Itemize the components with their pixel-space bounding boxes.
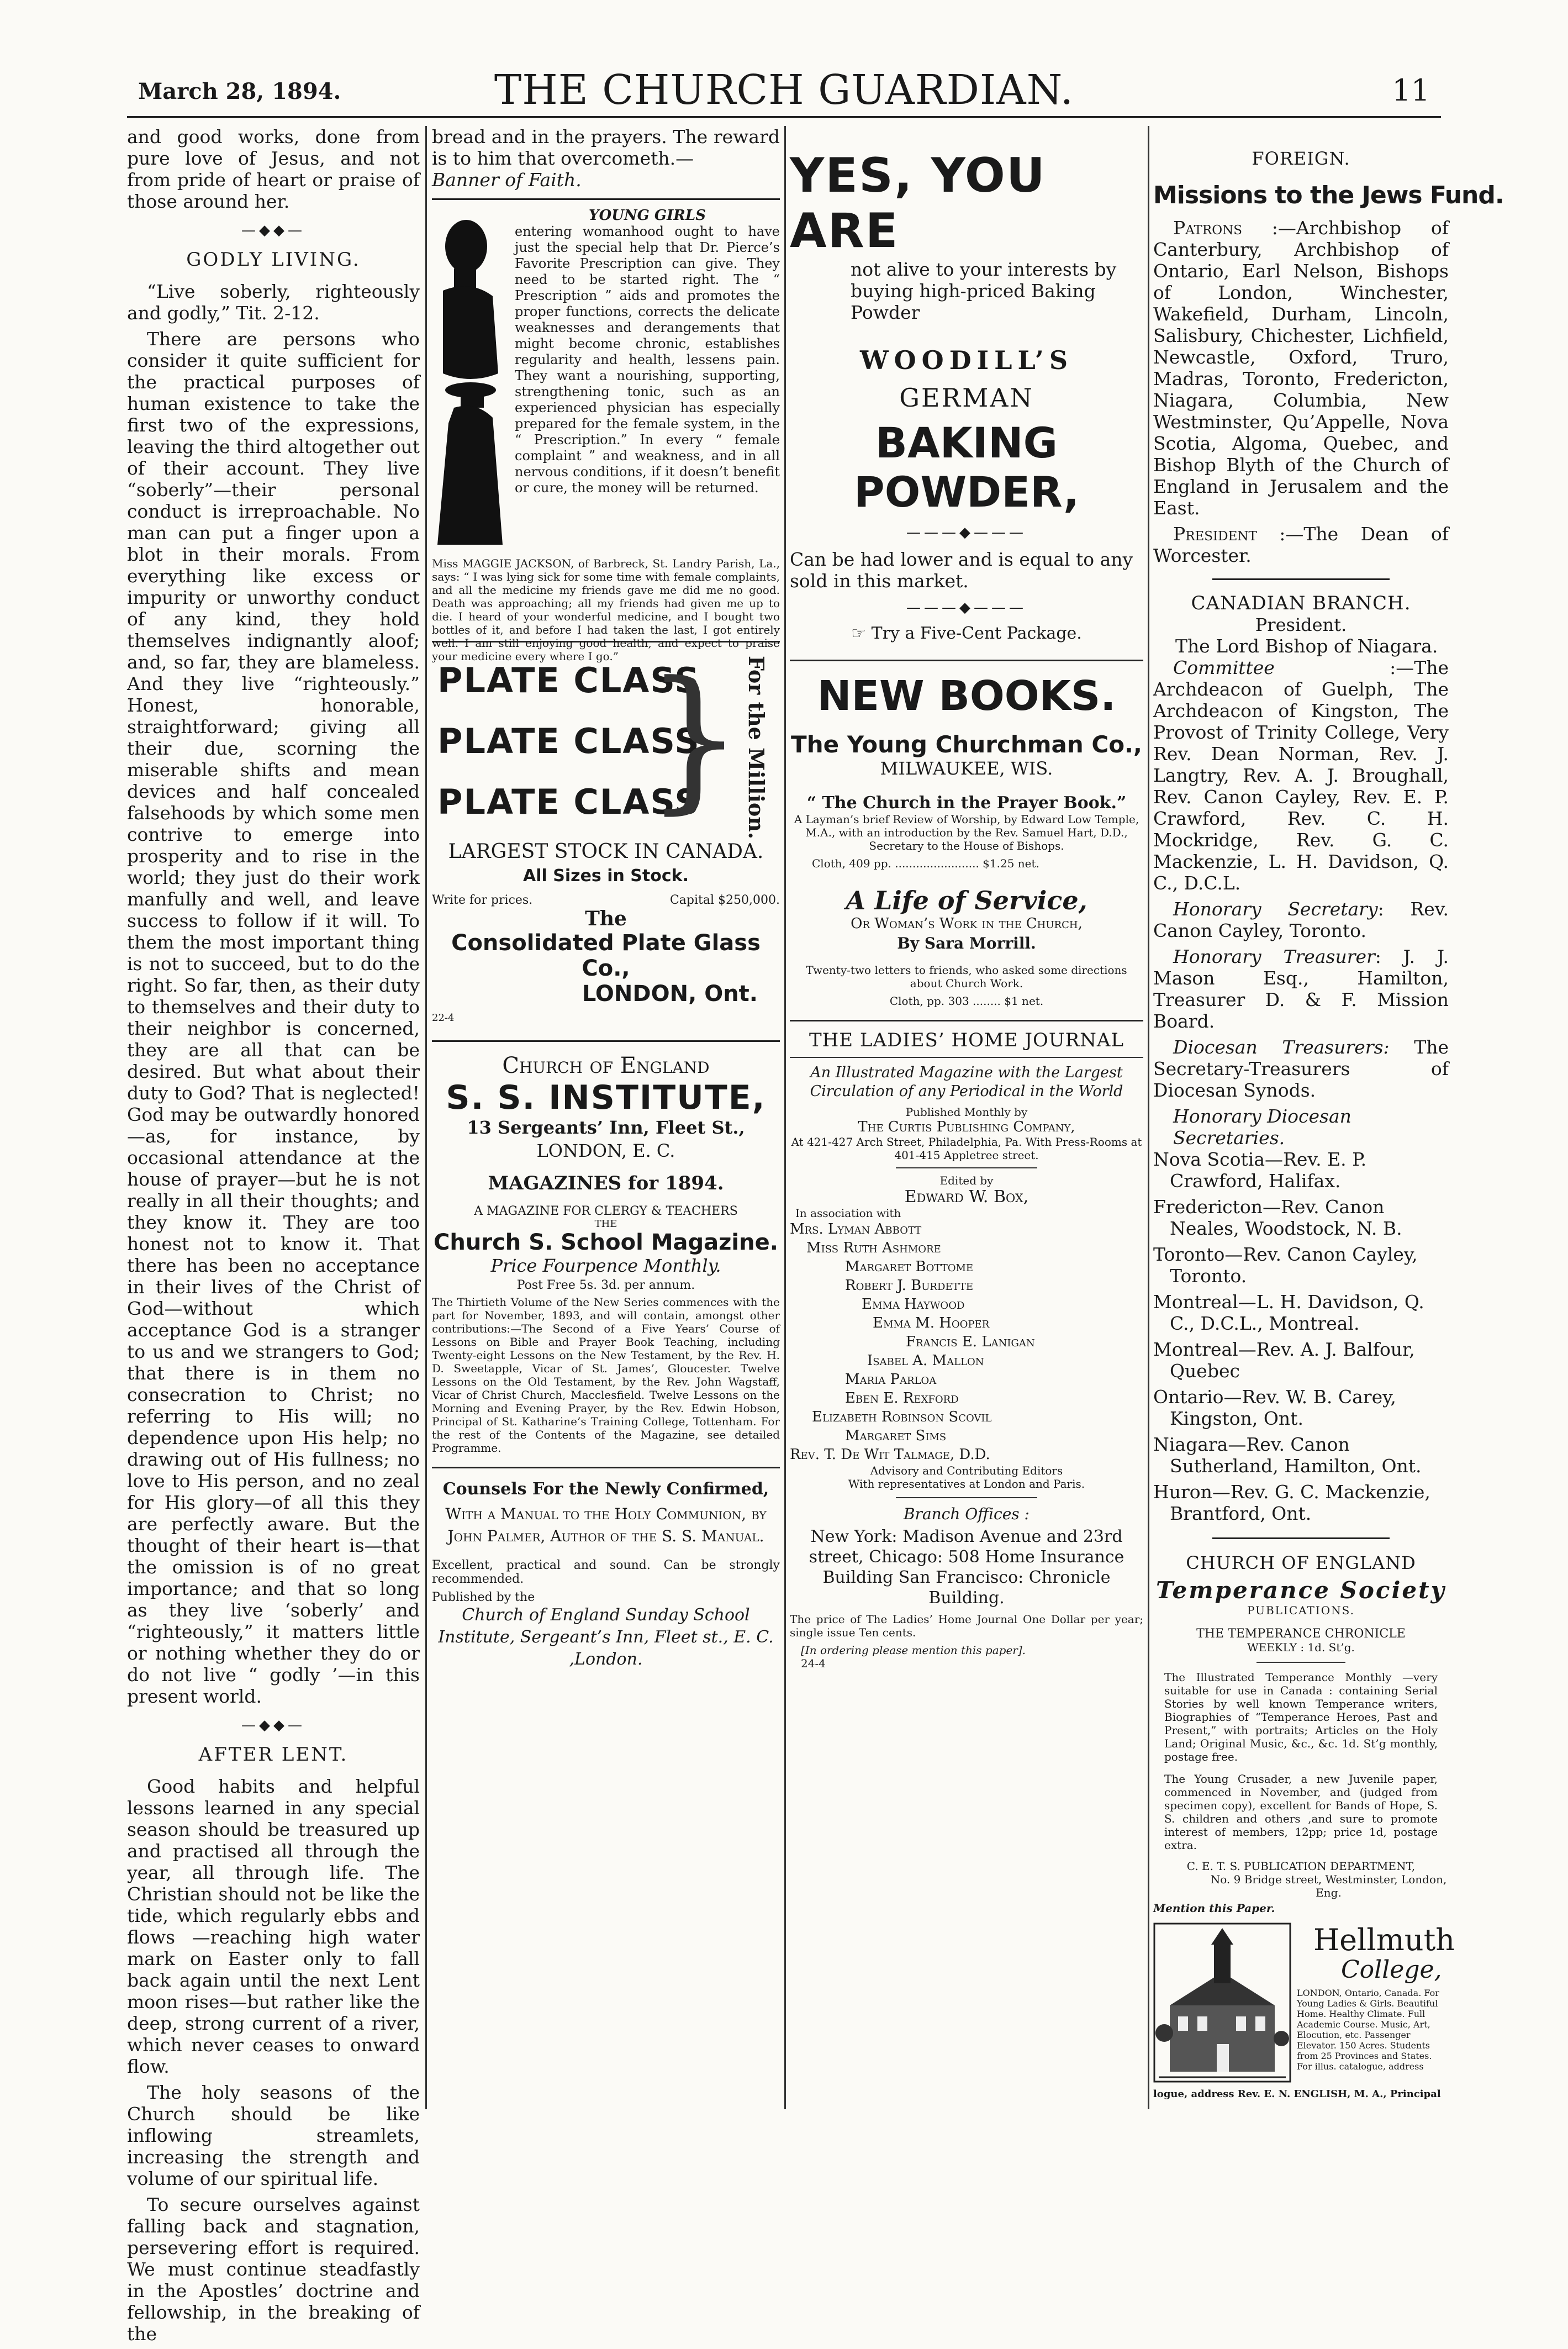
institute-prefix: Church of England — [502, 1053, 710, 1078]
journal-tagline: An Illustrated Magazine with the Largest Circulation of any Periodical in the World — [810, 1064, 1123, 1100]
book-description: Twenty-two letters to friends, who asked some directions about Church Work. — [806, 963, 1127, 990]
epigraph: “Live soberly, righteously and godly,” Tit. 2-12. — [127, 281, 420, 324]
article-paragraph: The holy seasons of the Church should be like inflowing streamlets, increasing the strength and volume of our spiritual life. — [127, 2082, 420, 2189]
hon-treasurer-label: Honorary Treasurer — [1173, 946, 1375, 967]
continued-text: and good works, done from pure love of Jesus, and not from pride of heart or praise of those around her. — [127, 126, 420, 212]
issue-date: March 28, 1894. — [138, 78, 341, 104]
sizes-line: All Sizes in Stock. — [523, 866, 689, 886]
yes-you-are-heading: YES, YOU ARE — [790, 148, 1046, 259]
rule — [1212, 578, 1390, 580]
hon-diocesan-label: Honorary Diocesan Secretaries. — [1173, 1105, 1351, 1149]
ad-heading: YOUNG GIRLS — [589, 207, 706, 224]
counsels-subtitle: With a Manual to the Holy Communion, by John Palmer, Author of the S. S. Manual. — [445, 1505, 767, 1545]
rule — [896, 1167, 1037, 1168]
president-label: President — [1173, 523, 1257, 545]
new-books-heading: NEW BOOKS. — [817, 672, 1116, 720]
ladies-home-journal-title: THE LADIES’ HOME JOURNAL — [809, 1029, 1124, 1051]
rule — [432, 198, 780, 200]
rule — [790, 1057, 1143, 1058]
ad-body: Can be had lower and is equal to any sold in this market. — [790, 549, 1133, 592]
column-4 — [1153, 126, 1504, 2110]
associate-editor: Francis E. Lanigan — [906, 1334, 1035, 1350]
mention-paper: Mention this Paper. — [1153, 1902, 1275, 1915]
hellmuth-college-ad — [1153, 1923, 1455, 2110]
committee-label: Committee — [1173, 657, 1275, 678]
edited-by: Edited by — [939, 1174, 994, 1187]
rule — [790, 1020, 1143, 1021]
associate-editor: Maria Parloa — [845, 1371, 937, 1388]
ad-body: entering womanhood ought to have just the special help that Dr. Pierce’s Favorite Prescription can give. They need to be started right. The “ Prescription ” aids and promotes the proper functions, corrects the delicate weaknesses and derangements that might become chronic, establishes regularity and health, lessens pain. They want a nourishing, supporting, strengthening tonic, such as an experienced physician has especially prepared for the female system, in the “ Prescription.” In every “ female complaint ” and weakness, and in all nervous conditions, if it doesn’t benefit or cure, the money will be returned. — [515, 224, 780, 496]
rule — [896, 1497, 1037, 1498]
published-by: Published by the — [432, 1590, 535, 1604]
ornament-divider: ———◆——— — [906, 524, 1027, 541]
magazine-postage: Post Free 5s. 3d. per annum. — [516, 1278, 695, 1292]
chronicle-title: THE TEMPERANCE CHRONICLE — [1196, 1627, 1406, 1641]
book-author: By Sara Morrill. — [897, 934, 1036, 952]
magazine-price: Price Fourpence Monthly. — [490, 1255, 721, 1276]
baking-powder-heading: BAKING POWDER, — [854, 418, 1079, 517]
representatives: With representatives at London and Paris. — [848, 1477, 1085, 1490]
institute-city: LONDON, E. C. — [536, 1140, 675, 1161]
masthead — [127, 62, 1441, 120]
book-title: “ The Church in the Prayer Book.” — [806, 793, 1127, 813]
hon-secretary-label: Honorary Secretary — [1173, 898, 1378, 920]
in-association: In association with — [795, 1207, 901, 1220]
publisher-city: MILWAUKEE, WIS. — [880, 758, 1053, 779]
journal-price: The price of The Ladies’ Home Journal One Dollar per year; single issue Ten cents. — [790, 1613, 1143, 1639]
college-principal: logue, address Rev. E. N. ENGLISH, M. A., Principal — [1153, 2088, 1441, 2100]
rule — [432, 1040, 780, 1042]
book-title: A Life of Service, — [846, 886, 1087, 915]
branch-offices: New York: Madison Avenue and 23rd street, Chicago: 508 Home Insurance Building San Francisco: Chronicle Building. — [809, 1527, 1124, 1608]
publications-label: PUBLICATIONS. — [1247, 1604, 1355, 1617]
rule — [1212, 1537, 1390, 1539]
diocese-item: Montreal—Rev. A. J. Balfour, Quebec — [1153, 1339, 1415, 1382]
patrons-label: Patrons — [1173, 217, 1242, 239]
magazine-title: Church S. School Magazine. — [434, 1230, 778, 1255]
president-label: President. — [1255, 614, 1347, 635]
associate-editor: Margaret Bottome — [845, 1258, 974, 1275]
ornament-divider: —◆◆— — [241, 222, 305, 239]
column-2 — [432, 126, 780, 1671]
committee: :—The Archdeacon of Guelph, The Archdeacon of Kingston, The Provost of Trinity College, Very Rev. Dean Norman, Rev. J. Langtry, Rev. A. J. Broughall, Rev. Canon Cayley, Rev. E. P. Crawford, Rev. C. H. Mockridge, Rev. G. C. Mackenzie, L. H. Davidson, Q. C., D.C.L. — [1153, 657, 1449, 894]
diocese-item: Niagara—Rev. Canon Sutherland, Hamilton, Ont. — [1153, 1434, 1422, 1477]
curtis-address: At 421-427 Arch Street, Philadelphia, Pa. With Press-Rooms at 401-415 Appletree street. — [791, 1135, 1142, 1162]
rule — [432, 1467, 780, 1468]
college-building-illustration — [1153, 1923, 1291, 2083]
german-label: GERMAN — [899, 383, 1034, 413]
book-subtitle: Or Woman’s Work in the Church, — [851, 915, 1083, 932]
try-package: ☞ Try a Five-Cent Package. — [851, 624, 1082, 643]
column-rule — [1148, 126, 1149, 2109]
column-rule — [784, 126, 786, 2109]
diocese-item: Nova Scotia—Rev. E. P. Crawford, Halifax. — [1153, 1149, 1367, 1192]
rule — [1256, 1662, 1345, 1663]
associate-editor: Miss Ruth Ashmore — [806, 1240, 941, 1256]
magazine-audience: A MAGAZINE FOR CLERGY & TEACHERS — [474, 1204, 738, 1218]
ad-code: 22-4 — [432, 1012, 455, 1024]
associate-editors-list — [790, 1220, 1143, 1464]
woodills-brand: WOODILL’S — [859, 345, 1074, 375]
column-3 — [790, 126, 1143, 1670]
monthly-description: The Illustrated Temperance Monthly —very suitable for use in Canada : containing Serial Stories by well known Temperance writers, Biographies of “Temperance Heroes, Past and Present,” with portraits; Articles on the Holy Land; Original Music, &c., &c. 1d. St’g monthly, postage free. — [1164, 1671, 1438, 1763]
source-credit: Banner of Faith. — [432, 169, 582, 191]
cets-address: No. 9 Bridge street, Westminster, London, Eng. — [1210, 1873, 1447, 1899]
associate-editor: Rev. T. De Wit Talmage, D.D. — [790, 1446, 990, 1463]
lord-bishop: The Lord Bishop of Niagara. — [1175, 635, 1438, 657]
plate-glass-line: PLATE CLASS — [437, 721, 700, 761]
counsels-title: Counsels For the Newly Confirmed, — [442, 1479, 769, 1499]
counsels-praise: Excellent, practical and sound. Can be strongly recommended. — [432, 1558, 780, 1586]
associate-editor: Isabel A. Mallon — [867, 1352, 984, 1369]
plate-glass-line: PLATE CLASS — [437, 782, 700, 822]
magazines-heading: MAGAZINES for 1894. — [488, 1172, 724, 1194]
published-monthly: Published Monthly by — [905, 1105, 1028, 1119]
brace-glyph: } — [645, 649, 743, 829]
masthead-rule — [127, 116, 1441, 118]
diocese-item: Huron—Rev. G. C. Mackenzie, Brantford, Ont. — [1153, 1481, 1430, 1524]
book-price: Cloth, pp. 303 ........ $1 net. — [889, 994, 1044, 1008]
the-label: THE — [594, 1218, 617, 1230]
branch-offices-heading: Branch Offices : — [903, 1505, 1030, 1523]
pierce-prescription-ad — [432, 207, 780, 663]
company-city: LONDON, Ont. — [582, 981, 758, 1007]
magazine-description: The Thirtieth Volume of the New Series commences with the part for November, 1893, and will contain, amongst other contributions:—The Second of a Five Years’ Course of Lessons on Bible and Prayer Book Teaching, including Twenty-eight Lessons on the New Testament, by the Rev. H. D. Sweetapple, Vicar of St. James’, Gloucester. Twelve Lessons on the Old Testament, by the Rev. John Wagstaff, Vicar of Christ Church, Macclesfield. Twelve Lessons on the Morning and Evening Prayer, by the Rev. Edwin Hobson, Principal of St. Katharine’s Training College, Tottenham. For the rest of the Contents of the Magazine, see detailed Programme. — [432, 1295, 780, 1455]
page-number: 11 — [1392, 73, 1430, 108]
ornament-divider: —◆◆— — [241, 1717, 305, 1734]
column-1 — [127, 126, 420, 2349]
stock-line: LARGEST STOCK IN CANADA. — [448, 840, 764, 863]
coe-heading: CHURCH OF ENGLAND — [1186, 1552, 1416, 1573]
rule — [790, 660, 1143, 661]
college-description: LONDON, Ontario, Canada. For Young Ladies & Girls. Beautiful Home. Healthy Climate. Full Academic Course. Music, Art, Elocution, etc. Passenger Elevator. 150 Acres. Students from 25 Provinces and States. For illus. catalogue, address — [1297, 1988, 1439, 2072]
crusader-description: The Young Crusader, a new Juvenile paper, commenced in November, and (judged from specimen copy), excellent for Bands of Hope, S. S. children and others ,and sure to promote interest of members, 12pp; price 1d, postage extra. — [1164, 1772, 1438, 1852]
associate-editor: Eben E. Rexford — [845, 1390, 959, 1407]
hon-treasurer: : J. J. Mason Esq., Hamilton, Treasurer D. & F. Mission Board. — [1153, 946, 1449, 1032]
diocese-item: Fredericton—Rev. Canon Neales, Woodstock, N. B. — [1153, 1196, 1402, 1239]
publisher-name: The Young Churchman Co., — [791, 731, 1142, 758]
chronicle-price: WEEKLY : 1d. St’g. — [1247, 1641, 1355, 1654]
college-name: Hellmuth — [1313, 1923, 1455, 1957]
patrons-text — [1153, 217, 1449, 519]
college-word: College, — [1341, 1956, 1442, 1984]
article-paragraph: To secure ourselves against falling back and stagnation, persevering effort is required. We must continue steadfastly in the Apostles’ doctrine and fellowship, in the breaking of the — [127, 2194, 420, 2345]
diocese-list — [1153, 1149, 1449, 1524]
institute-name: S. S. INSTITUTE, — [446, 1078, 766, 1117]
associate-editor: Mrs. Lyman Abbott — [790, 1221, 922, 1237]
foreign-heading: FOREIGN. — [1252, 148, 1350, 169]
canadian-branch-heading: CANADIAN BRANCH. — [1191, 592, 1411, 614]
associate-editor: Robert J. Burdette — [845, 1277, 974, 1294]
company-name: Consolidated Plate Glass Co., — [451, 930, 761, 981]
continued-text: bread and in the prayers. The reward is to him that overcometh.— — [432, 126, 780, 169]
missions-heading: Missions to the Jews Fund. — [1153, 181, 1504, 209]
plate-glass-ad — [432, 649, 780, 840]
write-for-prices: Write for prices. — [432, 893, 533, 907]
woman-silhouette-illustration — [432, 213, 509, 545]
diocesan-treasurers: The Secretary-Treasurers of Diocesan Synods. — [1153, 1036, 1449, 1101]
advisory-editors: Advisory and Contributing Editors — [870, 1464, 1063, 1477]
hon-secretary: : Rev. Canon Cayley, Toronto. — [1153, 898, 1449, 941]
curtis-company: The Curtis Publishing Company, — [858, 1119, 1075, 1135]
diocese-item: Toronto—Rev. Canon Cayley, Toronto. — [1153, 1244, 1418, 1287]
president: :—The Dean of Worcester. — [1153, 523, 1449, 566]
ornament-divider: ———◆——— — [906, 599, 1027, 616]
article-title-after-lent: AFTER LENT. — [198, 1744, 349, 1766]
for-the-million: For the Million. — [744, 656, 769, 840]
associate-editor: Elizabeth Robinson Scovil — [812, 1409, 992, 1425]
column-rule — [425, 126, 427, 2109]
newspaper-title: THE CHURCH GUARDIAN. — [494, 66, 1074, 114]
price-row — [432, 893, 780, 907]
article-paragraph: Good habits and helpful lessons learned in any special season should be treasured up and practised all through the year, all through life. The Christian should not be like the tide, which regularly ebbs and flows —reaching high water mark on Easter only to fall back again until the next Lent moon rises—but rather like the deep, strong current of a river, which never ceases to onward flow. — [127, 1776, 420, 2077]
ad-body: not alive to your interests by buying high-priced Baking Powder — [851, 259, 1117, 323]
diocesan-treasurers-label: Diocesan Treasurers: — [1173, 1036, 1390, 1058]
cets-department: C. E. T. S. PUBLICATION DEPARTMENT, — [1186, 1860, 1416, 1873]
institute-address: 13 Sergeants’ Inn, Fleet St., — [467, 1117, 745, 1138]
associate-editor: Emma M. Hooper — [873, 1315, 990, 1331]
testimonial: Miss MAGGIE JACKSON, of Barbreck, St. Landry Parish, La., says: “ I was lying sick for some time with female complaints, and all the medicine my friends gave me did me no good. Death was approaching; all my friends had given me up to die. I heard of your wonderful medicine, and I bought two bottles of it, and before I had taken the last, I got entirely well. I am still enjoying good health, and expect to praise your medicine every where I go.” — [432, 557, 780, 663]
associate-editor: Margaret Sims — [845, 1428, 947, 1444]
article-paragraph: There are persons who consider it quite sufficient for the practical purposes of human existence to take the first two of the expressions, leaving the third altogether out of their account. They live “soberly”—their personal conduct is irreproachable. No man can put a finger upon a blot in their morals. From everything like excess or impurity or unworthy conduct of any kind, they hold themselves indignantly aloof; and, so far, they are blameless. And they live “righteously.” Honest, honorable, straightforward; giving all their due, scorning the miserable shifts and mean devices and half concealed falsehoods by which some men contrive to emerge into prosperity and to rise in the world; they just do their work manfully and well, and leave success to follow if it will. To them the most important thing is not to succeed, but to do the right. So far, then, as their duty to themselves and their duty to their neighbor is concerned, they are all that can be desired. But what about their duty to God? That is neglected! God may be outwardly honored—as, for instance, by occasional attendance at the house of prayer—but he is not really in all their thoughts; and they know it. They are too honest not to know it. That there has been no acceptance in their lives of the Christ of God—without which acceptance God is a stranger to us and we strangers to God; that there is in them no consecration to Christ; no referring to His will; no dependence upon His help; no drawing out of His fullness; no love to His person, and no zeal for His glory—of all this they are perfectly aware. But the thought of their heart is—that the omission is of no great importance; and that so long as they live ‘soberly’ and “righteously,” it matters little or nothing whether they do or do not live “ godly ’—in this present world. — [127, 328, 420, 1707]
plate-glass-line: PLATE CLASS — [437, 660, 700, 701]
book-description: A Layman’s brief Review of Worship, by Edward Low Temple, M.A., with an introduction by the Rev. Samuel Hart, D.D., Secretary to the House of Bishops. — [794, 813, 1139, 852]
temperance-society-heading: Temperance Society — [1156, 1577, 1446, 1604]
mention-paper: [In ordering please mention this paper]. — [801, 1644, 1026, 1657]
article-title-godly-living: GODLY LIVING. — [186, 249, 361, 271]
editor-name: Edward W. Box, — [904, 1187, 1029, 1207]
president-text — [1153, 523, 1449, 566]
associate-editor: Emma Haywood — [862, 1296, 965, 1313]
diocese-item: Ontario—Rev. W. B. Carey, Kingston, Ont. — [1153, 1386, 1396, 1429]
publisher: Church of England Sunday School Institute, Sergeant’s Inn, Fleet st., E. C. ,London. — [438, 1605, 774, 1669]
the-label: The — [585, 907, 627, 930]
book-price: Cloth, 409 pp. ........................ $1.25 net. — [812, 857, 1039, 870]
patrons: :—Archbishop of Canterbury, Archbishop of Ontario, Earl Nelson, Bishops of London, Winchester, Wakefield, Durham, Lincoln, Salisbury, Chichester, Lichfield, Newcastle, Oxford, Truro, Madras, Toronto, Fredericton, Niagara, Columbia, New Westminster, Qu’Appelle, Nova Scotia, Algoma, Quebec, and Bishop Blyth of the Church of England in Jerusalem and the East. — [1153, 217, 1449, 519]
diocese-item: Montreal—L. H. Davidson, Q. C., D.C.L., Montreal. — [1153, 1291, 1424, 1334]
capital: Capital $250,000. — [669, 893, 780, 907]
ad-code: 24-4 — [801, 1657, 826, 1670]
